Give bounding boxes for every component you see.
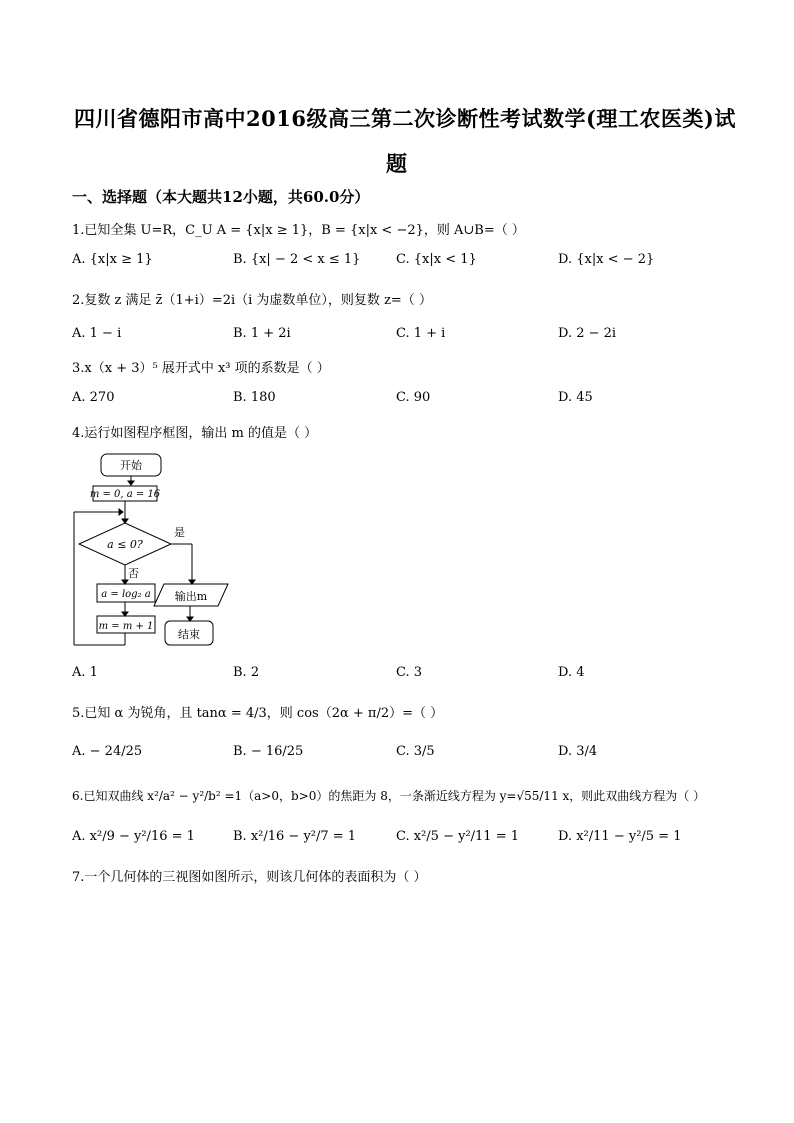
flowchart-log-label: a = log₂ a: [101, 589, 151, 600]
question-2-option-a: A. 1 − i: [72, 326, 122, 341]
question-3-option-a: A. 270: [72, 390, 115, 405]
question-1-option-b: B. {x| − 2 < x ≤ 1}: [233, 252, 361, 267]
flowchart-increment-label: m = m + 1: [98, 621, 154, 632]
page-title-continued: 题: [386, 151, 408, 176]
question-5-option-d: D. 3/4: [558, 744, 598, 759]
flowchart-start-label: 开始: [120, 459, 142, 472]
question-3-option-d: D. 45: [558, 390, 593, 405]
question-6-stem: 6.已知双曲线 x²/a² − y²/b² =1（a>0，b>0）的焦距为 8，一条渐近线方程为 y=√55/11 x，则此双曲线方程为（ ）: [72, 789, 706, 803]
question-5-stem: 5.已知 α 为锐角，且 tanα = 4/3，则 cos（2α + π/2）=（ ）: [72, 706, 444, 721]
question-6-option-d: D. x²/11 − y²/5 = 1: [558, 829, 682, 844]
question-4-option-d: D. 4: [558, 665, 585, 680]
question-5-option-c: C. 3/5: [396, 744, 435, 759]
question-2-option-c: C. 1 + i: [396, 326, 446, 341]
question-3-stem: 3.x（x + 3）⁵ 展开式中 x³ 项的系数是（ ）: [72, 361, 330, 376]
question-5-option-b: B. − 16/25: [233, 744, 304, 759]
question-2-option-b: B. 1 + 2i: [233, 326, 291, 341]
question-2-stem: 2.复数 z 满足 z̄（1+i）=2i（i 为虚数单位），则复数 z=（ ）: [72, 293, 432, 308]
question-4-stem: 4.运行如图程序框图，输出 m 的值是（ ）: [72, 426, 318, 441]
flowchart-yes-label: 是: [174, 526, 185, 539]
question-1-option-c: C. {x|x < 1}: [396, 252, 477, 267]
question-3-option-c: C. 90: [396, 390, 431, 405]
question-1-option-d: D. {x|x < − 2}: [558, 252, 655, 267]
page-title: 四川省德阳市高中2016级高三第二次诊断性考试数学(理工农医类)试: [74, 106, 736, 131]
question-2-option-d: D. 2 − 2i: [558, 326, 617, 341]
question-6-option-b: B. x²/16 − y²/7 = 1: [233, 829, 357, 844]
flowchart-output-label: 输出m: [174, 590, 208, 603]
question-6-option-c: C. x²/5 − y²/11 = 1: [396, 829, 520, 844]
question-1-option-a: A. {x|x ≥ 1}: [72, 252, 153, 267]
flowchart-init-label: m = 0, a = 16: [89, 489, 161, 500]
flowchart-diagram: [68, 450, 238, 654]
question-1-stem: 1.已知全集 U=R，C_U A = {x|x ≥ 1}，B = {x|x < −2}，则 A∪B=（ ）: [72, 223, 525, 238]
question-6-option-a: A. x²/9 − y²/16 = 1: [72, 829, 195, 844]
flowchart-condition-label: a ≤ 0?: [107, 538, 143, 551]
flowchart-end-label: 结束: [178, 628, 200, 641]
question-4-option-a: A. 1: [72, 665, 98, 680]
question-4-option-b: B. 2: [233, 665, 260, 680]
section-heading: 一、选择题（本大题共12小题，共60.0分）: [72, 188, 370, 206]
question-7-stem: 7.一个几何体的三视图如图所示，则该几何体的表面积为（ ）: [72, 870, 427, 885]
question-3-option-b: B. 180: [233, 390, 276, 405]
question-4-option-c: C. 3: [396, 665, 423, 680]
question-5-option-a: A. − 24/25: [72, 744, 143, 759]
flowchart-no-label: 否: [128, 567, 139, 580]
